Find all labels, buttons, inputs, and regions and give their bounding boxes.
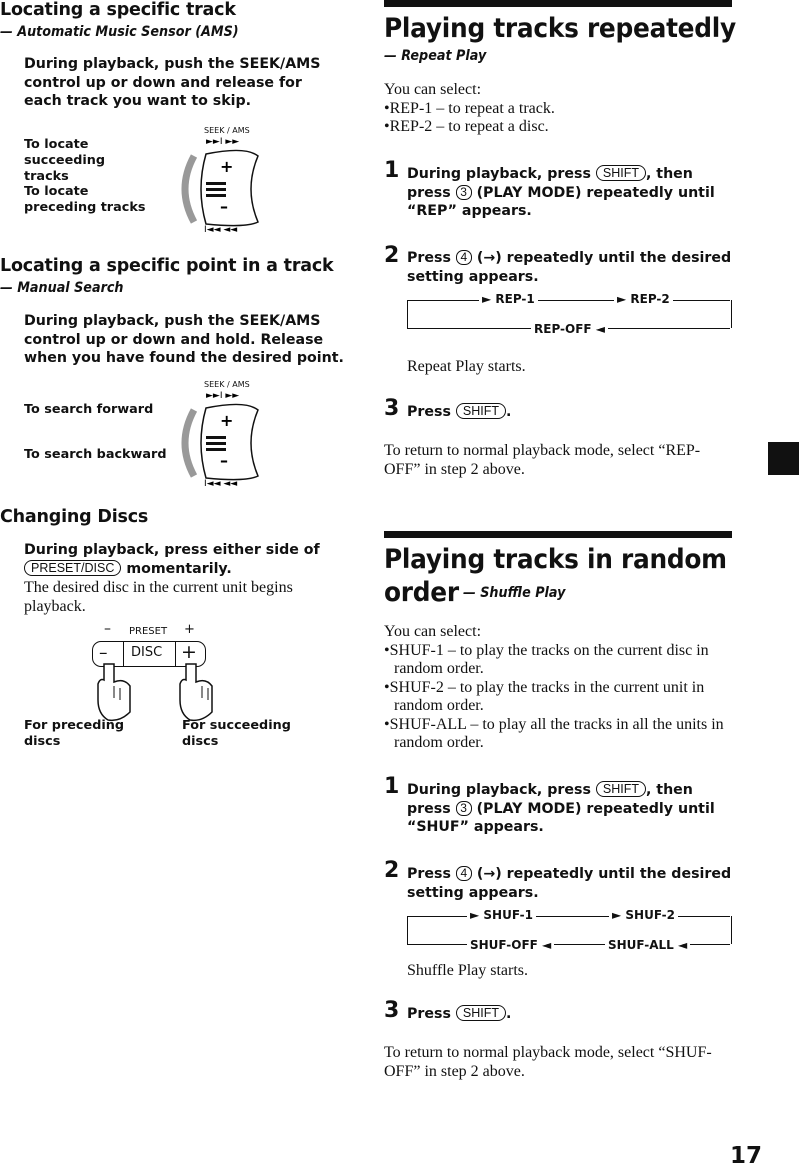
repeat-step-1: During playback, press SHIFT , then press 3 (PLAY MODE) repeatedly until “REP” appears. xyxy=(407,166,715,219)
plus-icon: + xyxy=(220,411,234,430)
seek-ams-control-figure-2 xyxy=(176,380,266,489)
disc-rocker-plus: + xyxy=(181,641,197,663)
pressing-hands-icon xyxy=(90,664,220,724)
cycle-item: ► REP-1 xyxy=(479,292,538,306)
section-tab-marker xyxy=(768,442,799,475)
locate-preceding-label: To locate preceding tracks xyxy=(24,184,146,215)
shuffle-return: To return to normal playback mode, select “SHUF-OFF” in step 2 above. xyxy=(384,1044,712,1080)
cycle-item: REP-OFF ◄ xyxy=(531,322,608,336)
step-number: 3 xyxy=(384,396,400,421)
succeeding-discs-label: For succeeding discs xyxy=(182,718,291,749)
locate-point-subheading: — Manual Search xyxy=(0,280,124,296)
plus-icon: + xyxy=(220,157,234,176)
section-rule xyxy=(384,531,732,538)
seek-ams-figure-label-2: SEEK / AMS xyxy=(204,380,250,389)
preset-disc-figure xyxy=(90,621,220,724)
cycle-item: ► REP-2 xyxy=(614,292,673,306)
search-forward-label: To search forward xyxy=(24,402,154,417)
locate-point-heading: Locating a specific point in a track xyxy=(0,256,334,276)
repeat-step-3: Press SHIFT . xyxy=(407,404,512,420)
shift-key: SHIFT xyxy=(596,165,646,181)
key-3: 3 xyxy=(456,185,472,200)
repeat-intro: You can select: •REP-1 – to repeat a track. •REP-2 – to repeat a disc. xyxy=(384,81,724,137)
cycle-item: ► SHUF-1 xyxy=(467,908,536,922)
prev-track-icon: I◄◄ ◄◄ xyxy=(204,225,238,235)
shuffle-step-2: Press 4 (→) repeatedly until the desired setting appears. xyxy=(407,866,732,901)
shuffle-option: •SHUF-ALL – to play all the tracks in all the units in random order. xyxy=(384,715,724,751)
preset-disc-key: PRESET/DISC xyxy=(24,560,121,576)
locate-track-heading: Locating a specific track xyxy=(0,0,236,20)
shuffle-title: Playing tracks in random xyxy=(384,544,727,575)
seek-ams-control-figure xyxy=(176,126,266,235)
preset-plus-label: + xyxy=(184,622,195,637)
shuffle-option: •SHUF-1 – to play the tracks on the current disc in random order. xyxy=(384,641,709,677)
thumb-arc-icon xyxy=(185,410,194,476)
disc-rocker-minus: – xyxy=(99,643,108,663)
next-track-icon: ►►I ►► xyxy=(206,391,240,401)
thumb-arc-icon xyxy=(185,156,194,222)
cycle-item: SHUF-OFF ◄ xyxy=(467,938,554,952)
step-number: 1 xyxy=(384,774,400,799)
cycle-item: ► SHUF-2 xyxy=(609,908,678,922)
changing-discs-body: The desired disc in the current unit begins playback. xyxy=(24,579,293,615)
step-number: 2 xyxy=(384,243,400,268)
repeat-return: To return to normal playback mode, select “REP-OFF” in step 2 above. xyxy=(384,442,701,478)
minus-icon: – xyxy=(220,451,228,470)
minus-icon: – xyxy=(220,197,228,216)
changing-discs-instruction: During playback, press either side of PRESET/DISC momentarily. xyxy=(24,542,320,577)
step-number: 1 xyxy=(384,158,400,183)
repeat-title: Playing tracks repeatedly xyxy=(384,13,736,44)
locate-track-instruction: During playback, push the SEEK/AMS control up or down and release for each track you want to skip. xyxy=(24,56,321,109)
shuffle-intro: You can select: •SHUF-1 – to play the tracks on the current disc in random order. •SHUF-2 – to play the tracks in the current unit in random order. •SHUF-ALL – to play all the tracks in all the units in random order. xyxy=(384,623,724,751)
step-number: 2 xyxy=(384,858,400,883)
repeat-subheading: — Repeat Play xyxy=(384,48,487,64)
key-3: 3 xyxy=(456,801,472,816)
locate-point-instruction: During playback, push the SEEK/AMS control up or down and hold. Release when you have found the desired point. xyxy=(24,313,344,366)
shuffle-title-line-2: order — Shuffle Play xyxy=(384,577,566,608)
repeat-cycle-diagram xyxy=(407,290,732,336)
step-number: 3 xyxy=(384,998,400,1023)
cycle-item: SHUF-ALL ◄ xyxy=(605,938,690,952)
next-track-icon: ►►I ►► xyxy=(206,137,240,147)
shift-key: SHIFT xyxy=(456,1005,506,1021)
repeat-step-2: Press 4 (→) repeatedly until the desired setting appears. xyxy=(407,250,732,285)
repeat-option: •REP-2 – to repeat a disc. xyxy=(384,118,549,135)
shuffle-starts: Shuffle Play starts. xyxy=(407,962,529,979)
repeat-starts: Repeat Play starts. xyxy=(407,358,526,375)
page-number: 17 xyxy=(730,1143,763,1169)
key-4: 4 xyxy=(456,250,472,265)
locate-succeeding-label: To locate succeeding tracks xyxy=(24,137,106,184)
repeat-option: •REP-1 – to repeat a track. xyxy=(384,99,555,117)
shift-key: SHIFT xyxy=(596,781,646,797)
shift-key: SHIFT xyxy=(456,403,506,419)
shuffle-cycle-diagram xyxy=(407,906,732,952)
preset-label: PRESET xyxy=(129,626,168,637)
section-rule xyxy=(384,0,732,7)
seek-ams-figure-label: SEEK / AMS xyxy=(204,126,250,135)
shuffle-step-3: Press SHIFT . xyxy=(407,1006,512,1022)
shuffle-option: •SHUF-2 – to play the tracks in the current unit in random order. xyxy=(384,678,705,714)
locate-track-subheading: — Automatic Music Sensor (AMS) xyxy=(0,24,239,40)
key-4: 4 xyxy=(456,866,472,881)
preset-minus-label: – xyxy=(104,621,111,637)
preceding-discs-label: For preceding discs xyxy=(24,718,125,749)
changing-discs-heading: Changing Discs xyxy=(0,507,149,527)
search-backward-label: To search backward xyxy=(24,447,167,462)
prev-track-icon: I◄◄ ◄◄ xyxy=(204,479,238,489)
disc-label: DISC xyxy=(131,645,163,660)
shuffle-step-1: During playback, press SHIFT , then press 3 (PLAY MODE) repeatedly until “SHUF” appears. xyxy=(407,782,715,835)
